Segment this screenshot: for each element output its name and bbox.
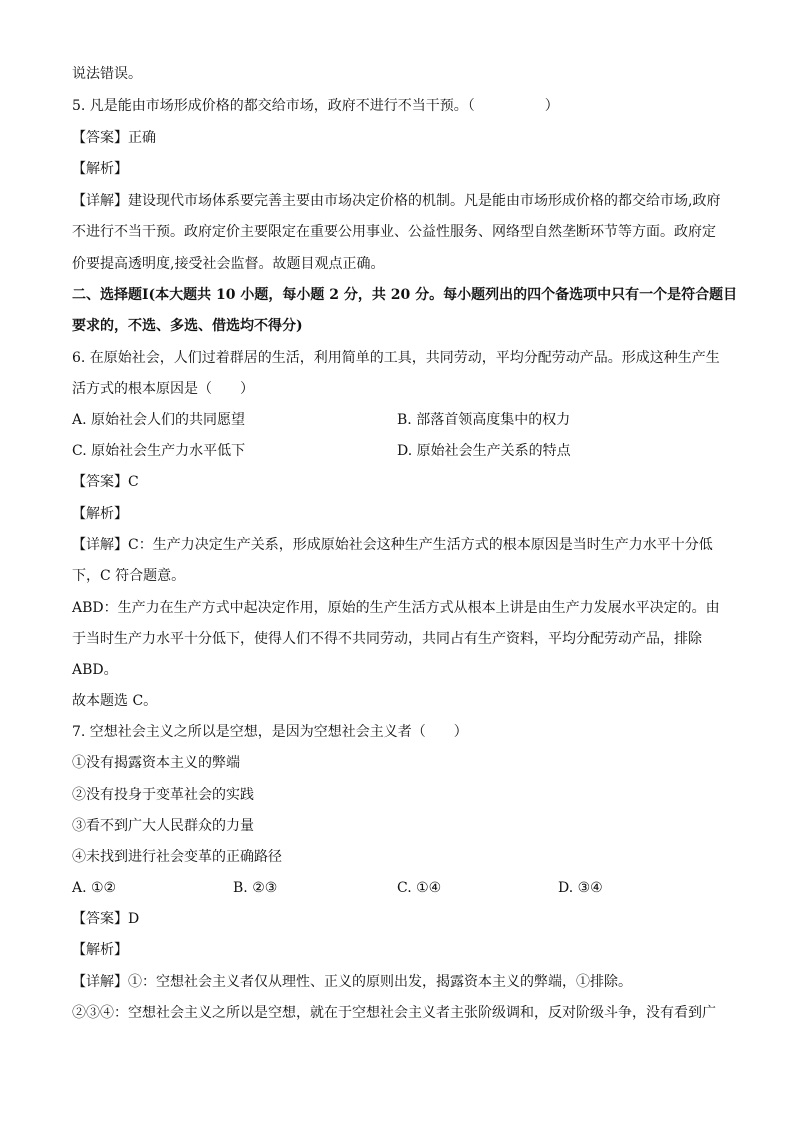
analysis-label: 【解析】	[72, 161, 128, 177]
question-6: 活方式的根本原因是（ ）	[72, 381, 254, 397]
detail-text: ABD：生产力在生产方式中起决定作用，原始的生产生活方式从根本上讲是由生产力发展水平决定的。由	[72, 600, 720, 616]
option-b: B. 部落首领高度集中的权力	[397, 412, 571, 428]
section-heading: 二、选择题Ⅰ(本大题共 10 小题，每小题 2 分，共 20 分。每小题列出的四个备选项中只有一个是符合题目	[72, 287, 738, 303]
detail-text: 【详解】C：生产力决定生产关系，形成原始社会这种生产生活方式的根本原因是当时生产力水平十分低	[72, 537, 713, 553]
option-c: C. 原始社会生产力水平低下	[72, 443, 246, 459]
detail-text: 【详解】建设现代市场体系要完善主要由市场决定价格的机制。凡是能由市场形成价格的都交给市场,政府	[72, 193, 721, 209]
option-a: A. ①②	[72, 880, 117, 896]
statement-item: ①没有揭露资本主义的弊端	[72, 755, 240, 771]
question-6: 6. 在原始社会，人们过着群居的生活，利用简单的工具，共同劳动，平均分配劳动产品。形成这种生产生	[72, 350, 720, 366]
question-7: 7. 空想社会主义之所以是空想，是因为空想社会主义者（ ）	[72, 724, 468, 740]
answer-label: 【答案】D	[72, 911, 140, 927]
analysis-label: 【解析】	[72, 942, 128, 958]
answer-label: 【答案】正确	[72, 130, 156, 146]
detail-text: 【详解】①：空想社会主义者仅从理性、正义的原则出发，揭露资本主义的弊端，①排除。	[72, 974, 632, 990]
detail-text: 下，C 符合题意。	[72, 568, 186, 584]
option-c: C. ①④	[397, 880, 442, 896]
statement-item: ④未找到进行社会变革的正确路径	[72, 849, 282, 865]
option-b: B. ②③	[233, 880, 278, 896]
statement-item: ②没有投身于变革社会的实践	[72, 787, 254, 803]
option-a: A. 原始社会人们的共同愿望	[72, 412, 246, 428]
detail-text: ABD。	[72, 662, 118, 678]
detail-text: 于当时生产力水平十分低下，使得人们不得不共同劳动，共同占有生产资料，平均分配劳动产品，排除	[72, 631, 702, 647]
detail-text: ②③④：空想社会主义之所以是空想，就在于空想社会主义者主张阶级调和，反对阶级斗争，没有看到广	[72, 1005, 716, 1021]
detail-text: 故本题选 C。	[72, 693, 158, 709]
question-5: 5. 凡是能由市场形成价格的都交给市场，政府不进行不当干预。（ ）	[72, 98, 559, 114]
section-heading: 要求的，不选、多选、借选均不得分)	[72, 318, 303, 334]
detail-text: 不进行不当干预。政府定价主要限定在重要公用事业、公益性服务、网络型自然垄断环节等方面。政府定	[72, 224, 716, 240]
option-d: D. ③④	[558, 880, 603, 896]
detail-text: 价要提高透明度,接受社会监督。故题目观点正确。	[72, 256, 385, 272]
statement-item: ③看不到广大人民群众的力量	[72, 818, 254, 834]
text-line: 说法错误。	[72, 66, 142, 82]
answer-label: 【答案】C	[72, 474, 139, 490]
analysis-label: 【解析】	[72, 506, 128, 522]
option-d: D. 原始社会生产关系的特点	[397, 443, 571, 459]
